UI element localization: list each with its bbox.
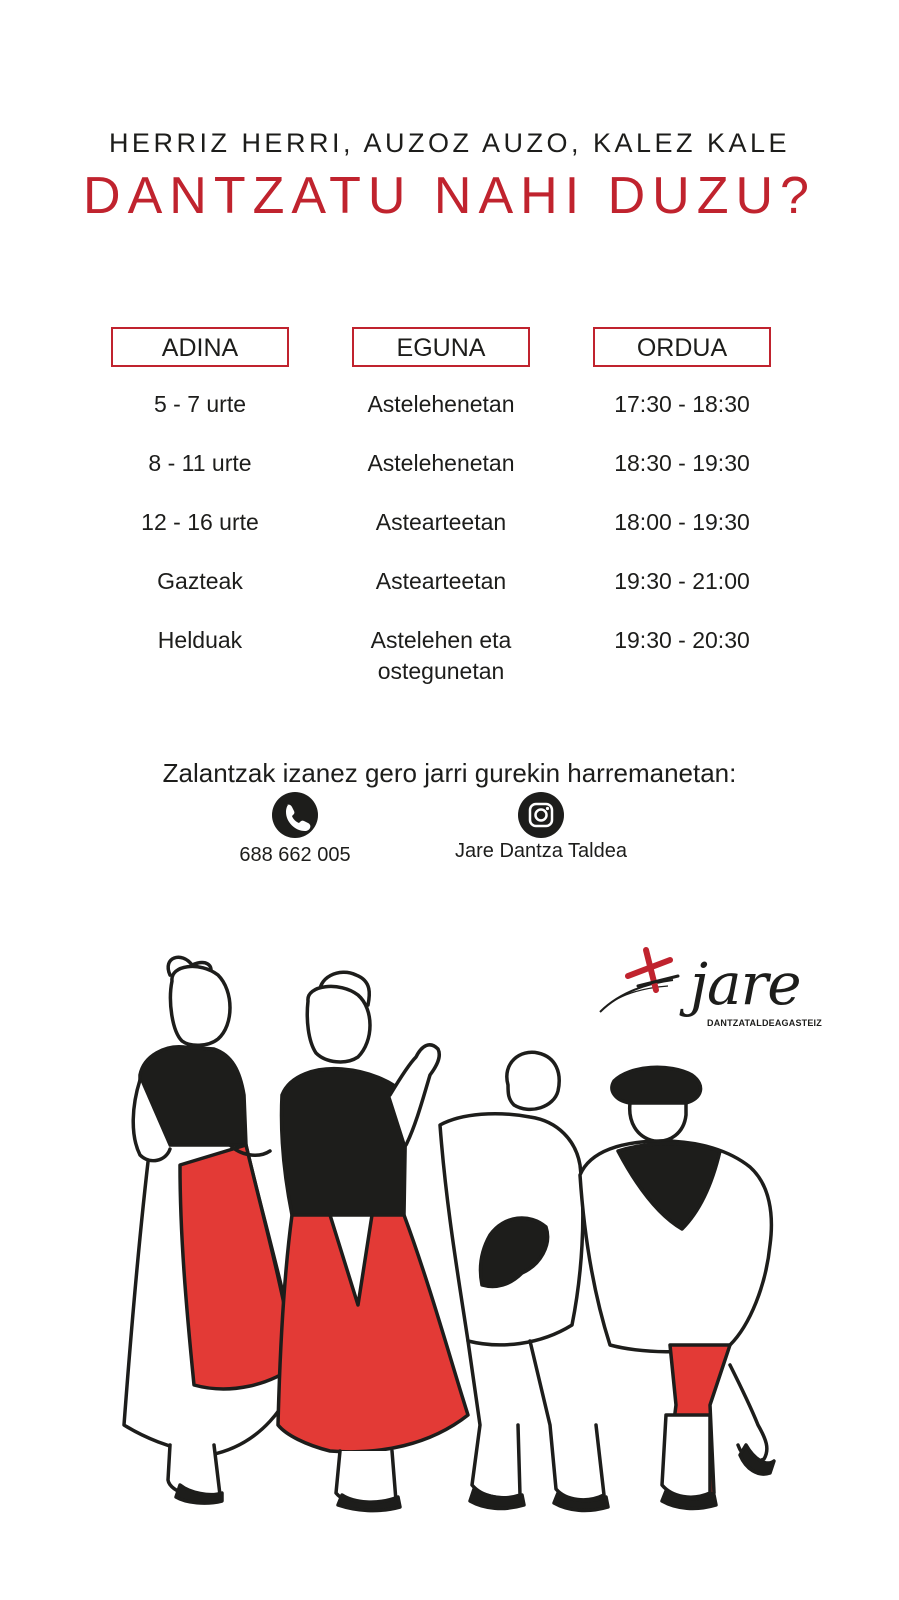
- phone-number[interactable]: 688 662 005: [239, 844, 351, 866]
- subtitle: HERRIZ HERRI, AUZOZ AUZO, KALEZ KALE: [108, 128, 791, 158]
- contact-intro: Zalantzak izanez gero jarri gurekin harremanetan:: [162, 758, 737, 788]
- dancer-2: [278, 972, 468, 1510]
- row-5-day: Astelehen eta: [370, 627, 512, 653]
- dancer-1: [124, 957, 300, 1503]
- row-2-time: 18:30 - 19:30: [614, 450, 750, 476]
- logo-wordmark: jare: [690, 950, 801, 1018]
- row-3-day: Astearteetan: [375, 509, 507, 535]
- instagram-handle[interactable]: Jare Dantza Taldea: [455, 840, 627, 862]
- dancers-illustration: [110, 945, 790, 1535]
- dancer-4: [580, 1067, 774, 1508]
- row-4-day: Astearteetan: [375, 568, 507, 594]
- page-title: DANTZATU NAHI DUZU?: [83, 167, 816, 225]
- row-4-time: 19:30 - 21:00: [614, 568, 750, 594]
- row-5-time: 19:30 - 20:30: [614, 627, 750, 653]
- row-2-age: 8 - 11 urte: [148, 450, 252, 476]
- instagram-icon[interactable]: [518, 792, 564, 838]
- phone-icon[interactable]: [272, 792, 318, 838]
- row-2-day: Astelehenetan: [367, 450, 515, 476]
- dancer-3: [440, 1052, 608, 1510]
- row-5-day-line2: ostegunetan: [377, 658, 505, 684]
- row-1-age: 5 - 7 urte: [153, 391, 247, 417]
- row-5-age: Helduak: [157, 627, 243, 653]
- row-1-time: 17:30 - 18:30: [614, 391, 750, 417]
- row-1-day: Astelehenetan: [367, 391, 515, 417]
- row-3-age: 12 - 16 urte: [141, 509, 259, 535]
- row-3-time: 18:00 - 19:30: [614, 509, 750, 535]
- header-eguna: EGUNA: [352, 327, 530, 367]
- header-adina: ADINA: [111, 327, 289, 367]
- header-ordua: ORDUA: [593, 327, 771, 367]
- logo-tagline: DANTZATALDEAGASTEIZ: [707, 1018, 822, 1028]
- row-4-age: Gazteak: [157, 568, 243, 594]
